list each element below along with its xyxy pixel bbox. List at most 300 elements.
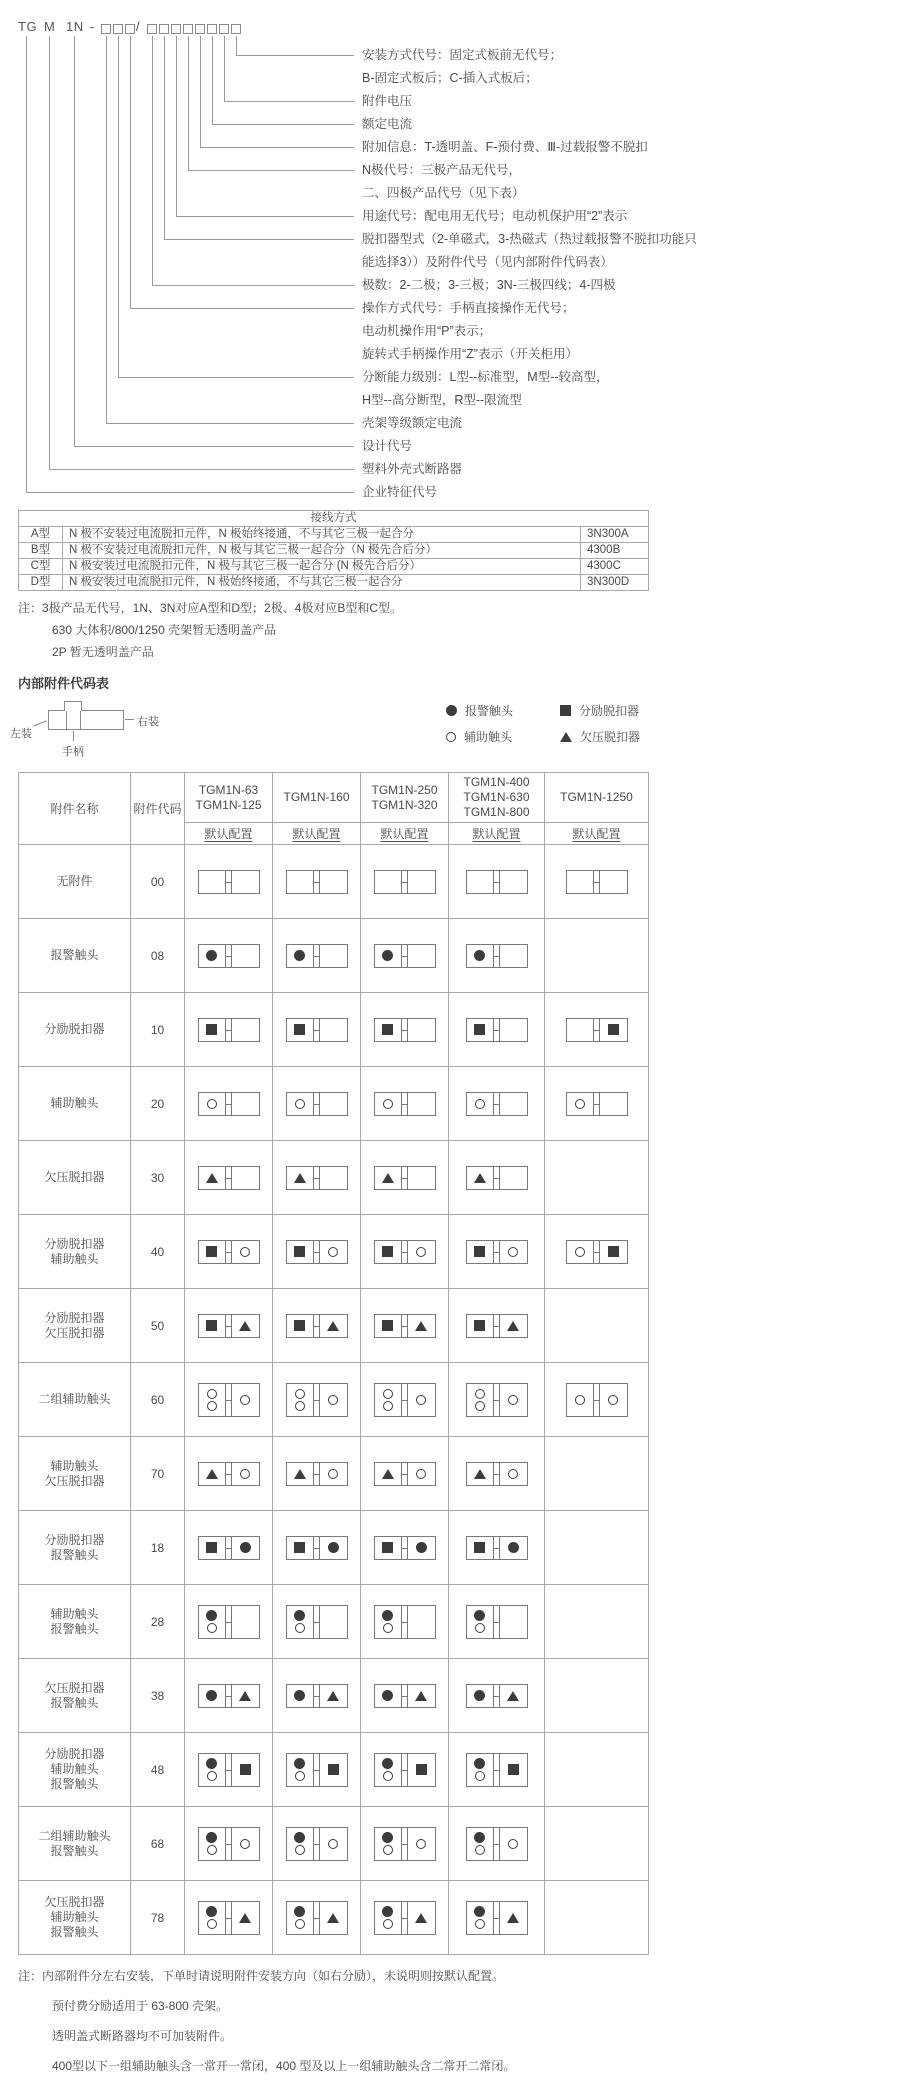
handle-channel bbox=[313, 1167, 320, 1189]
wiring-type: A型 bbox=[19, 527, 63, 543]
config-cell bbox=[185, 1659, 273, 1733]
shunt-release-icon bbox=[294, 1024, 305, 1035]
handle-channel bbox=[225, 871, 232, 893]
product-header: TGM1N-160 bbox=[273, 773, 361, 823]
auxiliary-contact-icon bbox=[383, 1401, 393, 1411]
right-compartment bbox=[500, 1241, 527, 1263]
config-cell bbox=[361, 845, 449, 919]
config-cell bbox=[185, 1807, 273, 1881]
model-code-box bbox=[207, 24, 217, 34]
right-compartment bbox=[408, 1463, 435, 1485]
right-compartment bbox=[232, 1093, 259, 1115]
breaker-diagram bbox=[374, 1166, 436, 1190]
breaker-diagram bbox=[198, 944, 260, 968]
breaker-diagram bbox=[286, 1753, 348, 1787]
config-cell bbox=[273, 1511, 361, 1585]
right-compartment bbox=[232, 945, 259, 967]
right-compartment bbox=[600, 1019, 627, 1041]
callout-label: 用途代号：配电用无代号；电动机保护用“2”表示 bbox=[362, 209, 628, 223]
config-cell bbox=[273, 1659, 361, 1733]
auxiliary-contact-icon bbox=[508, 1395, 518, 1405]
breaker-diagram bbox=[466, 944, 528, 968]
alarm-contact-icon bbox=[474, 1906, 485, 1917]
auxiliary-contact-icon bbox=[383, 1771, 393, 1781]
wiring-description: N 极安装过电流脱扣元件，N 极始终接通，不与其它三极一起合分 bbox=[63, 575, 581, 591]
breaker-diagram bbox=[466, 1383, 528, 1417]
right-compartment bbox=[408, 1315, 435, 1337]
left-compartment bbox=[287, 1241, 314, 1263]
right-install-label: 右装 bbox=[137, 716, 159, 728]
config-cell bbox=[273, 1437, 361, 1511]
auxiliary-contact-icon bbox=[295, 1099, 305, 1109]
right-compartment bbox=[500, 1315, 527, 1337]
undervoltage-release-icon bbox=[474, 1173, 486, 1183]
handle-channel bbox=[313, 1685, 320, 1707]
accessory-row bbox=[19, 1289, 649, 1363]
left-compartment bbox=[375, 1093, 402, 1115]
alarm-contact-icon bbox=[382, 1610, 393, 1621]
handle-channel bbox=[401, 1828, 408, 1860]
left-compartment bbox=[287, 1167, 314, 1189]
default-config-label: 默认配置 bbox=[572, 827, 621, 841]
model-code-text: M bbox=[44, 19, 56, 34]
left-compartment bbox=[467, 1902, 494, 1934]
config-cell bbox=[185, 1215, 273, 1289]
shunt-release-icon bbox=[328, 1764, 339, 1775]
accessory-row bbox=[19, 845, 649, 919]
auxiliary-contact-icon bbox=[575, 1247, 585, 1257]
handle-channel bbox=[225, 1093, 232, 1115]
legend-label: 报警触头 bbox=[465, 704, 514, 718]
right-compartment bbox=[320, 1754, 347, 1786]
accessory-row bbox=[19, 1141, 649, 1215]
left-compartment bbox=[287, 1828, 314, 1860]
left-compartment bbox=[375, 1315, 402, 1337]
callout-label: 二、四极产品代号（见下表） bbox=[362, 186, 525, 200]
left-compartment bbox=[375, 1606, 402, 1638]
config-cell bbox=[545, 919, 649, 993]
auxiliary-contact-icon bbox=[295, 1919, 305, 1929]
auxiliary-contact-icon bbox=[240, 1247, 250, 1257]
callout-label: 设计代号 bbox=[362, 439, 413, 453]
breaker-diagram bbox=[198, 1018, 260, 1042]
right-compartment bbox=[500, 1384, 527, 1416]
accessory-row bbox=[19, 1215, 649, 1289]
wiring-type: B型 bbox=[19, 543, 63, 559]
callout-label: 能选择3））及附件代号（见内部附件代码表） bbox=[362, 255, 613, 269]
accessory-code: 68 bbox=[131, 1807, 185, 1881]
note-line: 2P 暂无透明盖产品 bbox=[52, 645, 154, 659]
left-compartment bbox=[199, 1019, 226, 1041]
right-compartment bbox=[232, 1463, 259, 1485]
undervoltage-release-icon bbox=[415, 1913, 427, 1923]
left-compartment bbox=[199, 945, 226, 967]
callout-label: 脱扣器型式（2-单磁式，3-热磁式（热过载报警不脱扣功能只 bbox=[362, 232, 697, 246]
accessory-name: 分励脱扣器 报警触头 bbox=[19, 1511, 131, 1585]
right-compartment bbox=[232, 1019, 259, 1041]
alarm-contact-icon bbox=[474, 1690, 485, 1701]
left-compartment bbox=[287, 1019, 314, 1041]
handle-channel bbox=[225, 945, 232, 967]
accessory-name: 二组辅助触头 报警触头 bbox=[19, 1807, 131, 1881]
breaker-diagram bbox=[198, 1753, 260, 1787]
auxiliary-contact-icon bbox=[295, 1401, 305, 1411]
left-install-label: 左装 bbox=[10, 728, 32, 740]
left-compartment bbox=[199, 1315, 226, 1337]
left-compartment bbox=[467, 1463, 494, 1485]
undervoltage-release-icon bbox=[507, 1691, 519, 1701]
config-cell bbox=[185, 1881, 273, 1955]
accessory-row bbox=[19, 1659, 649, 1733]
auxiliary-contact-icon bbox=[446, 732, 456, 742]
config-cell bbox=[273, 993, 361, 1067]
model-code-box bbox=[171, 24, 181, 34]
handle-channel bbox=[593, 871, 600, 893]
right-compartment bbox=[500, 1167, 527, 1189]
config-cell bbox=[449, 1067, 545, 1141]
callout-label: 企业特征代号 bbox=[362, 485, 438, 499]
callout-label: 塑料外壳式断路器 bbox=[362, 462, 463, 476]
config-cell bbox=[545, 1659, 649, 1733]
accessory-name: 辅助触头 报警触头 bbox=[19, 1585, 131, 1659]
undervoltage-release-icon bbox=[239, 1321, 251, 1331]
auxiliary-contact-icon bbox=[295, 1623, 305, 1633]
right-compartment bbox=[232, 1384, 259, 1416]
config-cell bbox=[449, 1733, 545, 1807]
left-compartment bbox=[467, 1241, 494, 1263]
accessory-code: 70 bbox=[131, 1437, 185, 1511]
auxiliary-contact-icon bbox=[207, 1919, 217, 1929]
callout-label: 极数：2-二极；3-三极；3N-三极四线；4-四极 bbox=[362, 278, 616, 292]
note-line: 400型以下一组辅助触头含一常开一常闭，400 型及以上一组辅助触头含二常开二常闭。 bbox=[52, 2059, 516, 2073]
right-compartment bbox=[232, 1828, 259, 1860]
model-code-text: - bbox=[90, 19, 95, 34]
accessory-code: 28 bbox=[131, 1585, 185, 1659]
handle-channel bbox=[225, 1902, 232, 1934]
accessory-name: 欠压脱扣器 辅助触头 报警触头 bbox=[19, 1881, 131, 1955]
config-cell bbox=[545, 1585, 649, 1659]
config-cell bbox=[449, 1585, 545, 1659]
accessory-row bbox=[19, 1733, 649, 1807]
config-cell bbox=[361, 1659, 449, 1733]
breaker-diagram bbox=[198, 1827, 260, 1861]
handle-channel bbox=[493, 1315, 500, 1337]
alarm-contact-icon bbox=[382, 1832, 393, 1843]
left-compartment bbox=[467, 1537, 494, 1559]
config-cell bbox=[545, 1881, 649, 1955]
auxiliary-contact-icon bbox=[328, 1469, 338, 1479]
accessory-name: 分励脱扣器 辅助触头 报警触头 bbox=[19, 1733, 131, 1807]
auxiliary-contact-icon bbox=[207, 1389, 217, 1399]
wiring-notes bbox=[18, 601, 900, 659]
breaker-diagram bbox=[286, 1462, 348, 1486]
alarm-contact-icon bbox=[294, 1906, 305, 1917]
default-config-label: 默认配置 bbox=[472, 827, 521, 841]
breaker-diagram bbox=[286, 1536, 348, 1560]
breaker-diagram bbox=[374, 1240, 436, 1264]
undervoltage-release-icon bbox=[294, 1469, 306, 1479]
handle-channel bbox=[313, 1606, 320, 1638]
product-header: TGM1N-400 TGM1N-630 TGM1N-800 bbox=[449, 773, 545, 823]
breaker-diagram bbox=[466, 870, 528, 894]
config-cell bbox=[273, 845, 361, 919]
accessory-name: 欠压脱扣器 报警触头 bbox=[19, 1659, 131, 1733]
handle-channel bbox=[225, 1167, 232, 1189]
handle-channel bbox=[493, 1463, 500, 1485]
default-config-header bbox=[273, 823, 361, 845]
handle-label: 手柄 bbox=[62, 746, 84, 758]
handle-channel bbox=[493, 1384, 500, 1416]
handle-channel bbox=[401, 1537, 408, 1559]
breaker-diagram bbox=[466, 1240, 528, 1264]
left-compartment bbox=[287, 1463, 314, 1485]
handle-pointer-line bbox=[73, 731, 74, 741]
accessory-row bbox=[19, 1585, 649, 1659]
breaker-diagram bbox=[566, 870, 628, 894]
alarm-contact-icon bbox=[206, 950, 217, 961]
handle-knob bbox=[64, 701, 82, 711]
breaker-diagram bbox=[286, 1684, 348, 1708]
model-code-box bbox=[101, 24, 111, 34]
shunt-release-icon bbox=[382, 1542, 393, 1553]
right-compartment bbox=[408, 1685, 435, 1707]
accessory-row bbox=[19, 1067, 649, 1141]
accessory-name: 二组辅助触头 bbox=[19, 1363, 131, 1437]
config-cell bbox=[449, 1289, 545, 1363]
config-cell bbox=[273, 1067, 361, 1141]
right-compartment bbox=[232, 1606, 259, 1638]
breaker-diagram bbox=[374, 1536, 436, 1560]
right-compartment bbox=[600, 1093, 627, 1115]
product-header: TGM1N-250 TGM1N-320 bbox=[361, 773, 449, 823]
config-cell bbox=[361, 1141, 449, 1215]
right-compartment bbox=[232, 1902, 259, 1934]
alarm-contact-icon bbox=[382, 1906, 393, 1917]
right-compartment bbox=[320, 1828, 347, 1860]
config-cell bbox=[361, 1511, 449, 1585]
right-compartment bbox=[320, 871, 347, 893]
breaker-diagram bbox=[466, 1462, 528, 1486]
alarm-contact-icon bbox=[416, 1542, 427, 1553]
alarm-contact-icon bbox=[206, 1906, 217, 1917]
alarm-contact-icon bbox=[474, 1758, 485, 1769]
accessory-name: 分励脱扣器 bbox=[19, 993, 131, 1067]
right-compartment bbox=[500, 1093, 527, 1115]
shunt-release-icon bbox=[206, 1246, 217, 1257]
alarm-contact-icon bbox=[446, 705, 457, 716]
handle-channel bbox=[401, 1902, 408, 1934]
wiring-code: 3N300A bbox=[581, 527, 649, 543]
breaker-diagram bbox=[198, 1605, 260, 1639]
left-compartment bbox=[375, 1241, 402, 1263]
undervoltage-release-icon bbox=[382, 1469, 394, 1479]
right-compartment bbox=[320, 1463, 347, 1485]
auxiliary-contact-icon bbox=[240, 1469, 250, 1479]
callout-label: 旋转式手柄操作用“Z”表示（开关柜用） bbox=[362, 347, 578, 361]
accessory-table-heading: 内部附件代码表 bbox=[18, 676, 110, 691]
alarm-contact-icon bbox=[206, 1832, 217, 1843]
breaker-diagram bbox=[286, 1240, 348, 1264]
right-compartment bbox=[232, 871, 259, 893]
shunt-release-icon bbox=[474, 1320, 485, 1331]
left-compartment bbox=[375, 1754, 402, 1786]
model-code-slash: / bbox=[136, 19, 141, 34]
wiring-row bbox=[19, 527, 649, 543]
auxiliary-contact-icon bbox=[416, 1247, 426, 1257]
wiring-type: D型 bbox=[19, 575, 63, 591]
left-compartment bbox=[467, 1384, 494, 1416]
handle-channel bbox=[313, 1315, 320, 1337]
auxiliary-contact-icon bbox=[383, 1919, 393, 1929]
config-cell bbox=[361, 1733, 449, 1807]
undervoltage-release-icon bbox=[206, 1469, 218, 1479]
shunt-release-icon bbox=[294, 1320, 305, 1331]
left-compartment bbox=[375, 1828, 402, 1860]
undervoltage-release-icon bbox=[474, 1469, 486, 1479]
breaker-body-figure bbox=[48, 710, 124, 730]
breaker-diagram bbox=[466, 1753, 528, 1787]
auxiliary-contact-icon bbox=[240, 1395, 250, 1405]
legend-label: 欠压脱扣器 bbox=[580, 730, 641, 744]
left-compartment bbox=[287, 1384, 314, 1416]
auxiliary-contact-icon bbox=[508, 1469, 518, 1479]
undervoltage-release-icon bbox=[327, 1691, 339, 1701]
handle-channel bbox=[493, 1606, 500, 1638]
legend-label: 辅助触头 bbox=[464, 730, 513, 744]
breaker-diagram bbox=[566, 1383, 628, 1417]
right-compartment bbox=[232, 1537, 259, 1559]
alarm-contact-icon bbox=[294, 1832, 305, 1843]
left-compartment bbox=[287, 1685, 314, 1707]
model-code-box bbox=[231, 24, 241, 34]
wiring-table-title: 接线方式 bbox=[19, 511, 649, 527]
undervoltage-release-icon bbox=[239, 1913, 251, 1923]
model-code-box bbox=[113, 24, 123, 34]
default-config-label: 默认配置 bbox=[292, 827, 341, 841]
config-cell bbox=[273, 1363, 361, 1437]
breaker-diagram bbox=[466, 1901, 528, 1935]
accessory-row bbox=[19, 1511, 649, 1585]
accessory-row bbox=[19, 1363, 649, 1437]
config-cell bbox=[273, 1141, 361, 1215]
handle-channel bbox=[401, 1093, 408, 1115]
left-compartment bbox=[375, 1902, 402, 1934]
left-compartment bbox=[287, 1093, 314, 1115]
config-cell bbox=[185, 1141, 273, 1215]
wiring-row bbox=[19, 575, 649, 591]
shunt-release-icon bbox=[382, 1246, 393, 1257]
auxiliary-contact-icon bbox=[475, 1389, 485, 1399]
right-compartment bbox=[408, 1754, 435, 1786]
right-compartment bbox=[320, 1902, 347, 1934]
handle-channel bbox=[401, 1685, 408, 1707]
accessory-row bbox=[19, 1881, 649, 1955]
accessory-name: 报警触头 bbox=[19, 919, 131, 993]
left-compartment bbox=[199, 1463, 226, 1485]
model-code-box bbox=[159, 24, 169, 34]
handle-channel bbox=[313, 1902, 320, 1934]
shunt-release-icon bbox=[206, 1320, 217, 1331]
left-compartment bbox=[287, 1902, 314, 1934]
product-header: TGM1N-63 TGM1N-125 bbox=[185, 773, 273, 823]
handle-channel-line bbox=[66, 710, 67, 730]
config-cell bbox=[449, 1659, 545, 1733]
auxiliary-contact-icon bbox=[416, 1839, 426, 1849]
right-compartment bbox=[408, 1828, 435, 1860]
accessory-name: 辅助触头 bbox=[19, 1067, 131, 1141]
alarm-contact-icon bbox=[328, 1542, 339, 1553]
breaker-diagram bbox=[374, 1684, 436, 1708]
handle-channel bbox=[401, 1241, 408, 1263]
breaker-diagram bbox=[286, 1314, 348, 1338]
accessory-code: 10 bbox=[131, 993, 185, 1067]
breaker-diagram bbox=[374, 1462, 436, 1486]
handle-channel bbox=[493, 1019, 500, 1041]
breaker-diagram bbox=[374, 870, 436, 894]
alarm-contact-icon bbox=[508, 1542, 519, 1553]
right-compartment bbox=[600, 1241, 627, 1263]
config-cell bbox=[361, 1437, 449, 1511]
config-cell bbox=[545, 1067, 649, 1141]
breaker-diagram bbox=[286, 870, 348, 894]
handle-channel bbox=[313, 1241, 320, 1263]
wiring-description: N 极不安装过电流脱扣元件，N 极始终接通，不与其它三极一起合分 bbox=[63, 527, 581, 543]
config-cell bbox=[545, 1807, 649, 1881]
callout-label: 电动机操作用“P”表示； bbox=[362, 324, 492, 338]
product-header: TGM1N-1250 bbox=[545, 773, 649, 823]
accessory-name: 分励脱扣器 欠压脱扣器 bbox=[19, 1289, 131, 1363]
left-compartment bbox=[199, 1902, 226, 1934]
config-cell bbox=[185, 919, 273, 993]
auxiliary-contact-icon bbox=[475, 1771, 485, 1781]
left-compartment bbox=[199, 1093, 226, 1115]
undervoltage-release-icon bbox=[507, 1913, 519, 1923]
handle-channel bbox=[493, 1537, 500, 1559]
right-compartment bbox=[320, 945, 347, 967]
left-compartment bbox=[287, 945, 314, 967]
handle-channel bbox=[313, 1463, 320, 1485]
callout-label: 分断能力级别：L型--标准型，M型--较高型， bbox=[362, 370, 609, 384]
config-cell bbox=[449, 1141, 545, 1215]
handle-channel bbox=[313, 1754, 320, 1786]
accessory-code: 30 bbox=[131, 1141, 185, 1215]
config-cell bbox=[361, 1289, 449, 1363]
right-compartment bbox=[320, 1315, 347, 1337]
left-compartment bbox=[467, 1685, 494, 1707]
breaker-diagram bbox=[566, 1018, 628, 1042]
right-compartment bbox=[500, 945, 527, 967]
breaker-diagram bbox=[198, 1383, 260, 1417]
legend-label: 分励脱扣器 bbox=[579, 704, 640, 718]
model-code-diagram bbox=[0, 0, 900, 504]
right-compartment bbox=[232, 1241, 259, 1263]
auxiliary-contact-icon bbox=[383, 1623, 393, 1633]
handle-channel bbox=[225, 1606, 232, 1638]
auxiliary-contact-icon bbox=[508, 1247, 518, 1257]
shunt-release-icon bbox=[560, 705, 571, 716]
config-cell bbox=[273, 1289, 361, 1363]
alarm-contact-icon bbox=[294, 950, 305, 961]
accessory-row bbox=[19, 993, 649, 1067]
right-compartment bbox=[500, 1685, 527, 1707]
accessory-code: 78 bbox=[131, 1881, 185, 1955]
undervoltage-release-icon bbox=[560, 732, 572, 742]
handle-channel bbox=[401, 871, 408, 893]
config-cell bbox=[185, 845, 273, 919]
left-compartment bbox=[287, 1315, 314, 1337]
handle-channel bbox=[593, 1384, 600, 1416]
undervoltage-release-icon bbox=[327, 1321, 339, 1331]
